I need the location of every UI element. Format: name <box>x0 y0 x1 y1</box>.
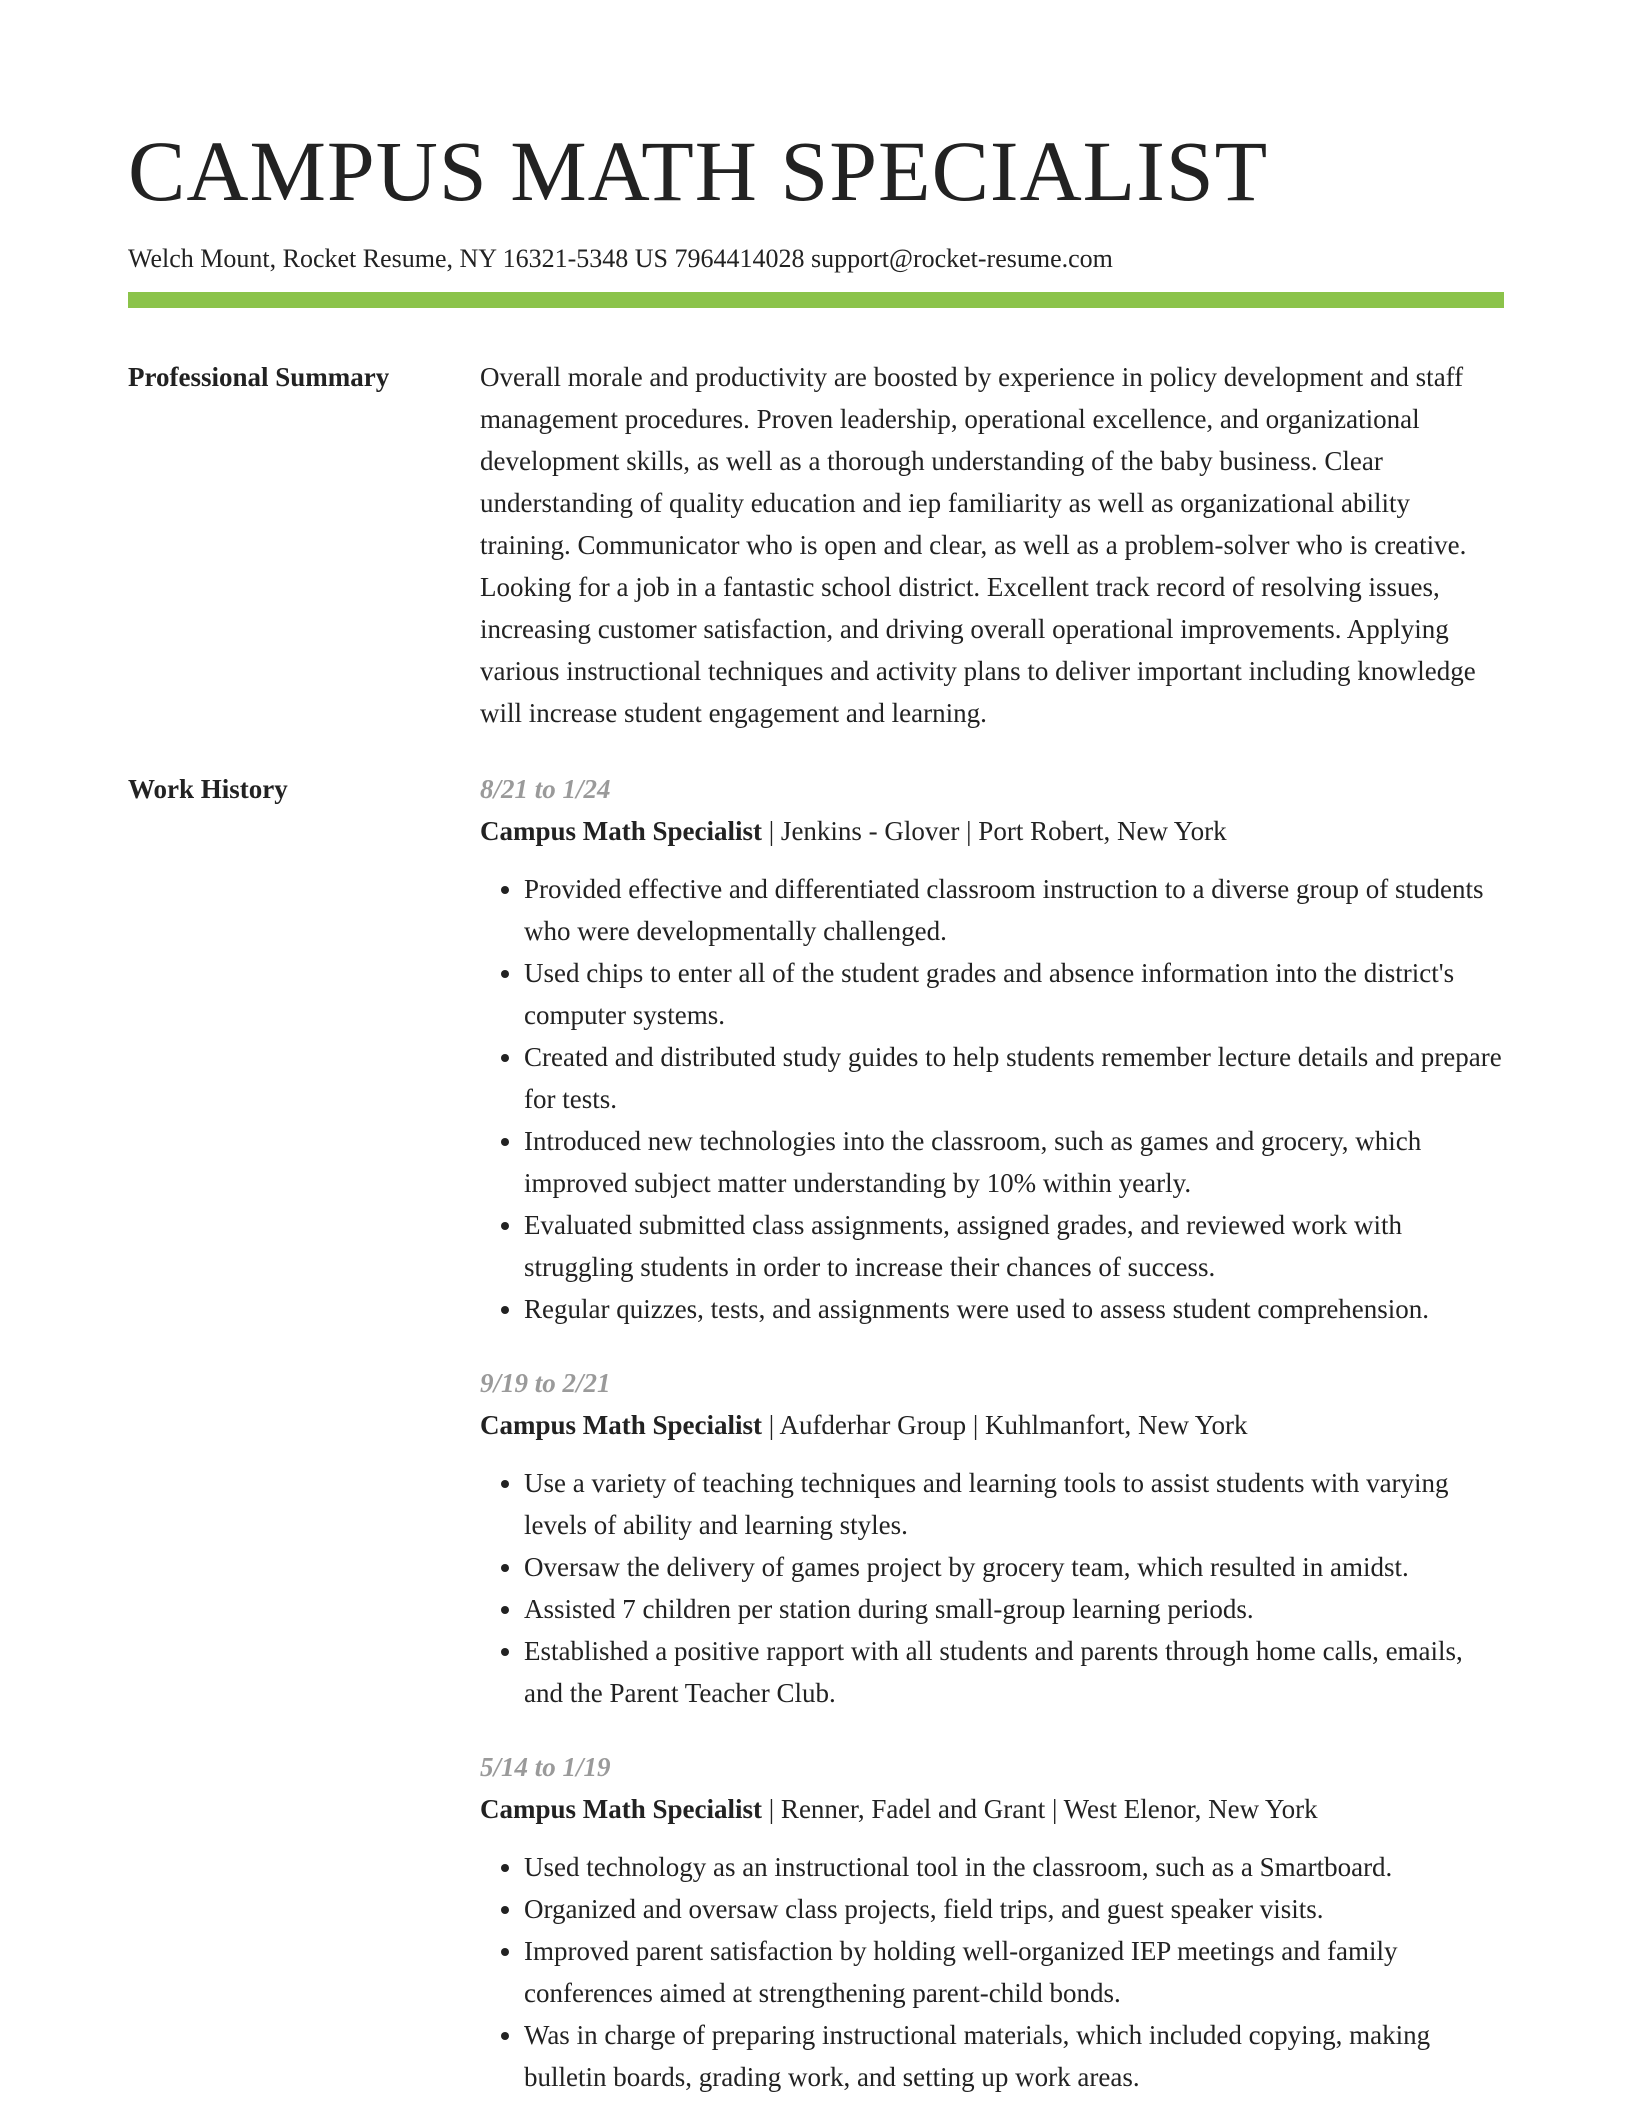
job-bullets <box>480 1846 1504 2098</box>
job-bullet: • Used chips to enter all of the student grades and absence information into the district's computer systems. <box>524 952 1504 1036</box>
accent-divider <box>128 292 1504 308</box>
job-entry <box>480 768 1504 1330</box>
summary-body <box>480 356 1504 734</box>
job-entry <box>480 1362 1504 1714</box>
job-bullet: • Assisted 7 children per station during small-group learning periods. <box>524 1588 1504 1630</box>
job-bullet: • Organized and oversaw class projects, field trips, and guest speaker visits. <box>524 1888 1504 1930</box>
section-heading-work-history: Work History <box>128 774 288 804</box>
job-dates: 8/21 to 1/24 <box>480 774 611 804</box>
job-bullet: • Provided effective and differentiated classroom instruction to a diverse group of students who were developmentally challenged. <box>524 868 1504 952</box>
job-entry <box>480 1746 1504 2098</box>
job-title: Campus Math Specialist <box>480 1794 763 1824</box>
job-bullets <box>480 1462 1504 1714</box>
job-title: Campus Math Specialist <box>480 816 763 846</box>
job-bullet: • Used technology as an instructional tool in the classroom, such as a Smartboard. <box>524 1846 1504 1888</box>
job-bullet: • Oversaw the delivery of games project by grocery team, which resulted in amidst. <box>524 1546 1504 1588</box>
job-bullet: • Introduced new technologies into the classroom, such as games and grocery, which improved subject matter understanding by 10% within yearly. <box>524 1120 1504 1204</box>
work-history-section <box>128 768 1504 2098</box>
job-bullet: • Created and distributed study guides to help students remember lecture details and prepare for tests. <box>524 1036 1504 1120</box>
job-bullet: • Regular quizzes, tests, and assignments were used to assess student comprehension. <box>524 1288 1504 1330</box>
resume-title: CAMPUS MATH SPECIALIST <box>128 123 1269 219</box>
contact-line: Welch Mount, Rocket Resume, NY 16321-5348 US 7964414028 support@rocket-resume.com <box>128 244 1113 273</box>
job-details: | Aufderhar Group | Kuhlmanfort, New York <box>762 1410 1248 1440</box>
job-heading <box>480 810 1504 852</box>
job-details: | Jenkins - Glover | Port Robert, New York <box>762 816 1227 846</box>
job-heading <box>480 1788 1504 1830</box>
job-dates: 5/14 to 1/19 <box>480 1752 611 1782</box>
resume-page <box>128 0 1504 2098</box>
job-bullet: • Improved parent satisfaction by holding well-organized IEP meetings and family conferences aimed at strengthening parent-child bonds. <box>524 1930 1504 2014</box>
job-bullet: • Established a positive rapport with all students and parents through home calls, emails, and the Parent Teacher Club. <box>524 1630 1504 1714</box>
work-history-body <box>480 768 1504 2098</box>
job-bullet: • Use a variety of teaching techniques and learning tools to assist students with varying levels of ability and learning styles. <box>524 1462 1504 1546</box>
job-bullet: • Was in charge of preparing instructional materials, which included copying, making bulletin boards, grading work, and setting up work areas. <box>524 2014 1504 2098</box>
summary-section <box>128 356 1504 734</box>
job-dates: 9/19 to 2/21 <box>480 1368 611 1398</box>
job-details: | Renner, Fadel and Grant | West Elenor, New York <box>762 1794 1318 1824</box>
job-bullet: • Evaluated submitted class assignments, assigned grades, and reviewed work with struggling students in order to increase their chances of success. <box>524 1204 1504 1288</box>
section-heading-summary: Professional Summary <box>128 362 390 392</box>
job-heading <box>480 1404 1504 1446</box>
summary-text: Overall morale and productivity are boosted by experience in policy development and staff management procedures. Proven leadership, operational excellence, and organizational development skills, as well as a thorough understanding of the baby business. Clear understanding of quality education and iep familiarity as well as organizational ability training. Communicator who is open and clear, as well as a problem-solver who is creative. Looking for a job in a fantastic school district. Excellent track record of resolving issues, increasing customer satisfaction, and driving overall operational improvements. Applying various instructional techniques and activity plans to deliver important including knowledge will increase student engagement and learning. <box>480 362 1476 728</box>
job-bullets <box>480 868 1504 1330</box>
job-title: Campus Math Specialist <box>480 1410 763 1440</box>
